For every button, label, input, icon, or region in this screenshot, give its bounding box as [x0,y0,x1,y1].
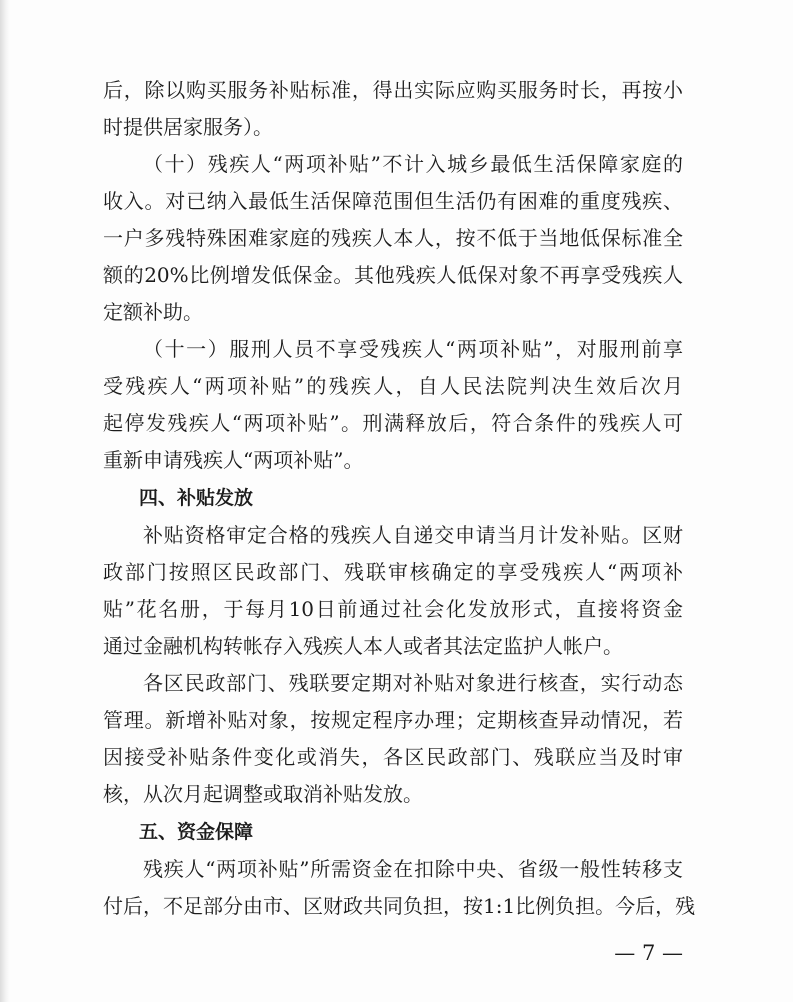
section-heading: 五、资金保障 [139,821,254,843]
text-line: 一户多残特殊困难家庭的残疾人本人，按不低于当地低保标准全 [103,226,683,250]
scan-edge-shadow [0,0,10,1002]
text-line: 起停发残疾人“两项补贴”。刑满释放后，符合条件的残疾人可 [103,411,683,435]
text-line: 贴”花名册，于每月10日前通过社会化发放形式，直接将资金 [103,597,683,621]
text-line: 残疾人“两项补贴”所需资金在扣除中央、省级一般性转移支 [143,857,683,881]
text-line: 后，除以购买服务补贴标准，得出实际应购买服务时长，再按小 [103,78,683,102]
text-line: （十一）服刑人员不享受残疾人“两项补贴”，对服刑前享 [143,337,683,361]
text-line: 通过金融机构转帐存入残疾人本人或者其法定监护人帐户。 [103,634,623,658]
text-line: 定额补助。 [103,300,203,324]
section-heading: 四、补贴发放 [139,487,254,509]
text-line: （十）残疾人“两项补贴”不计入城乡最低生活保障家庭的 [143,152,683,176]
text-line: 收入。对已纳入最低生活保障范围但生活仍有困难的重度残疾、 [103,189,683,213]
text-line: 核，从次月起调整或取消补贴发放。 [103,782,423,806]
document-body [103,72,696,925]
text-line: 付后，不足部分由市、区财政共同负担，按1:1比例负担。今后，残 [103,894,696,918]
text-line: 重新申请残疾人“两项补贴”。 [103,448,364,472]
text-line: 额的20%比例增发低保金。其他残疾人低保对象不再享受残疾人 [103,263,683,287]
text-line: 因接受补贴条件变化或消失，各区民政部门、残联应当及时审 [103,745,683,769]
text-line: 补贴资格审定合格的残疾人自递交申请当月计发补贴。区财 [143,523,683,547]
text-line: 受残疾人“两项补贴”的残疾人，自人民法院判决生效后次月 [103,374,683,398]
text-line: 时提供居家服务）。 [103,115,273,139]
page-number: — 7 — [614,941,683,965]
text-line: 政部门按照区民政部门、残联审核确定的享受残疾人“两项补 [103,560,683,584]
text-line: 各区民政部门、残联要定期对补贴对象进行核查，实行动态 [143,671,683,695]
text-line: 管理。新增补贴对象，按规定程序办理；定期核查异动情况，若 [103,708,683,732]
